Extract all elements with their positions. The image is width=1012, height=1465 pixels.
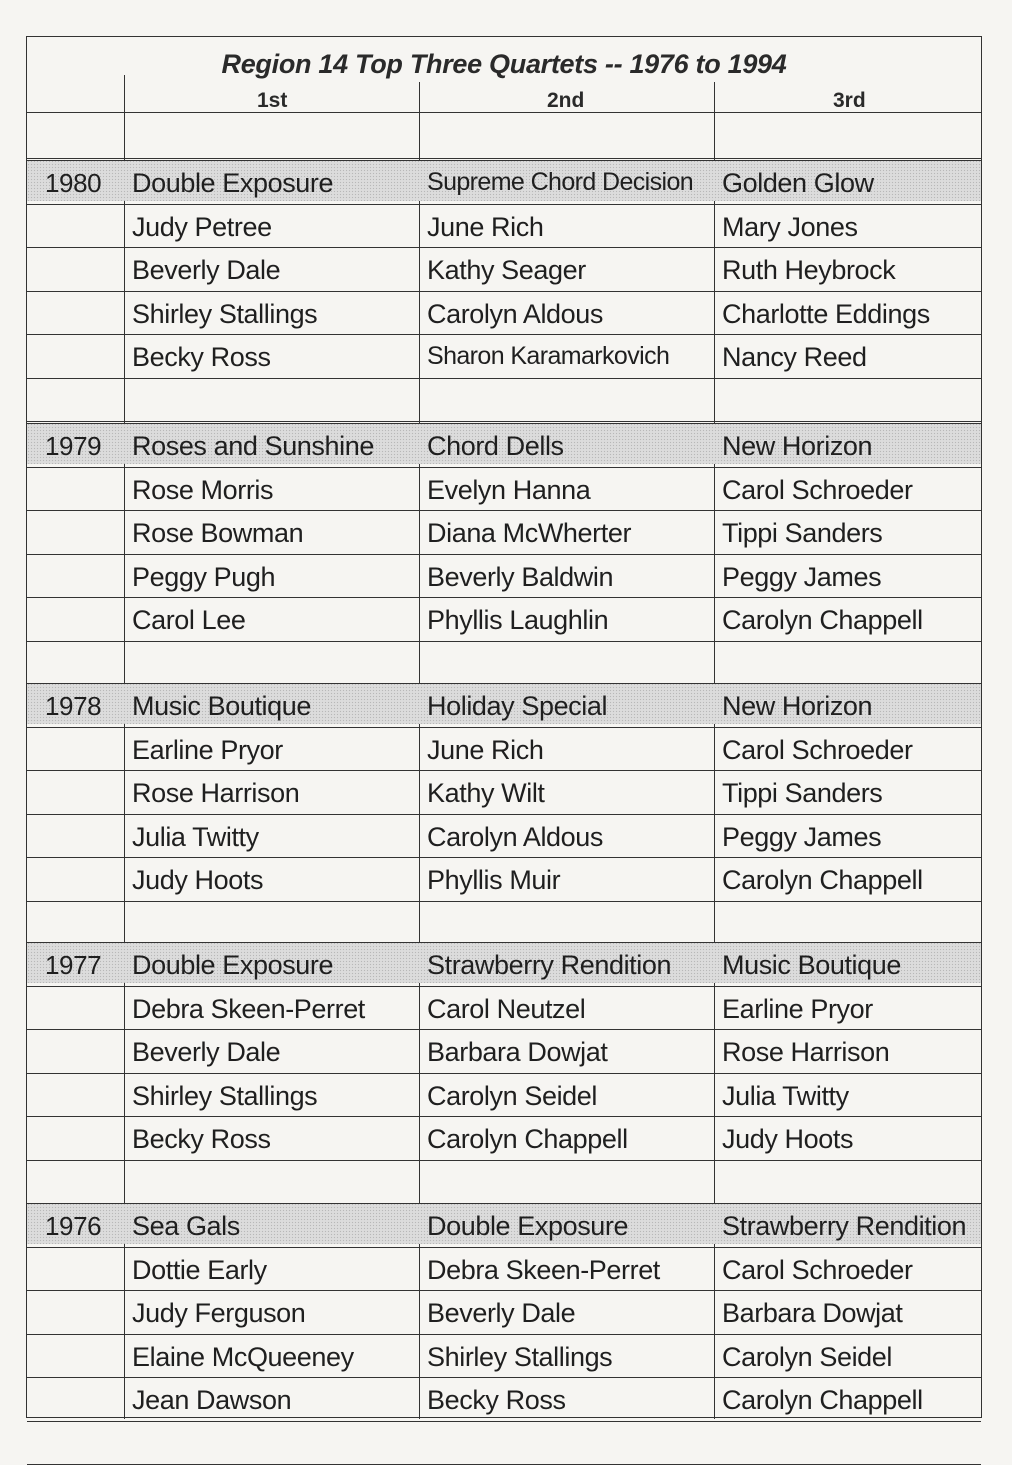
quartet-name: Music Boutique xyxy=(132,691,311,721)
quartet-name: Music Boutique xyxy=(722,950,901,980)
member-name: Charlotte Eddings xyxy=(722,299,930,329)
member-name: Judy Ferguson xyxy=(132,1298,306,1328)
member-name: Carolyn Chappell xyxy=(722,1385,923,1415)
member-name: Kathy Seager xyxy=(427,255,586,285)
member-name: Shirley Stallings xyxy=(132,1081,318,1111)
member-name: Carolyn Seidel xyxy=(427,1081,597,1111)
member-name: Dottie Early xyxy=(132,1255,267,1285)
row-divider xyxy=(27,814,981,815)
row-divider xyxy=(27,986,981,987)
member-name: Debra Skeen-Perret xyxy=(132,994,365,1024)
member-name: Beverly Baldwin xyxy=(427,562,614,592)
member-name: Earline Pryor xyxy=(722,994,873,1024)
member-name: Elaine McQueeney xyxy=(132,1342,354,1372)
member-name: Judy Petree xyxy=(132,212,272,242)
member-name: Beverly Dale xyxy=(132,1037,281,1067)
column-header-3rd: 3rd xyxy=(833,89,866,112)
quartet-name: Golden Glow xyxy=(722,168,874,198)
quartet-name: Supreme Chord Decision xyxy=(427,168,694,196)
year-label: 1978 xyxy=(45,691,102,721)
member-name: Judy Hoots xyxy=(132,865,264,895)
row-divider xyxy=(27,1334,981,1335)
row-divider xyxy=(27,158,981,159)
row-divider xyxy=(27,942,981,943)
member-name: Nancy Reed xyxy=(722,342,867,372)
member-name: Rose Morris xyxy=(132,475,274,505)
member-name: Carolyn Chappell xyxy=(722,865,923,895)
quartet-name: Double Exposure xyxy=(427,1211,629,1241)
row-divider xyxy=(27,378,981,379)
page-title: Region 14 Top Three Quartets -- 1976 to 1994 xyxy=(221,49,787,79)
row-divider xyxy=(27,204,981,205)
member-name: Barbara Dowjat xyxy=(427,1037,608,1067)
row-divider xyxy=(27,334,981,335)
quartet-name: Double Exposure xyxy=(132,950,334,980)
member-name: Shirley Stallings xyxy=(132,299,318,329)
row-divider xyxy=(27,727,981,728)
member-name: Sharon Karamarkovich xyxy=(427,342,670,370)
member-name: June Rich xyxy=(427,212,544,242)
row-divider xyxy=(27,112,981,113)
member-name: Peggy James xyxy=(722,562,882,592)
quartet-name: Strawberry Rendition xyxy=(722,1211,967,1241)
quartet-name: Holiday Special xyxy=(427,691,608,721)
quartet-table xyxy=(26,36,982,1418)
member-name: Carol Schroeder xyxy=(722,735,913,765)
member-name: Carolyn Aldous xyxy=(427,822,604,852)
row-divider xyxy=(27,901,981,902)
member-name: Shirley Stallings xyxy=(427,1342,613,1372)
member-name: Carol Schroeder xyxy=(722,475,913,505)
quartet-name: Sea Gals xyxy=(132,1211,240,1241)
row-divider xyxy=(27,291,981,292)
member-name: Carol Schroeder xyxy=(722,1255,913,1285)
member-name: Tippi Sanders xyxy=(722,518,883,548)
member-name: Tippi Sanders xyxy=(722,778,883,808)
member-name: Rose Harrison xyxy=(132,778,300,808)
member-name: Julia Twitty xyxy=(722,1081,849,1111)
row-divider xyxy=(27,421,981,422)
column-header-1st: 1st xyxy=(257,89,288,112)
member-name: Jean Dawson xyxy=(132,1385,292,1415)
member-name: Evelyn Hanna xyxy=(427,475,591,505)
member-name: Phyllis Muir xyxy=(427,865,561,895)
member-name: Beverly Dale xyxy=(427,1298,576,1328)
member-name: Barbara Dowjat xyxy=(722,1298,903,1328)
member-name: Carolyn Chappell xyxy=(722,605,923,635)
row-divider xyxy=(27,1377,981,1378)
row-divider xyxy=(27,554,981,555)
row-divider xyxy=(27,510,981,511)
member-name: Carolyn Aldous xyxy=(427,299,604,329)
member-name: Kathy Wilt xyxy=(427,778,545,808)
quartet-name: Strawberry Rendition xyxy=(427,950,672,980)
row-divider xyxy=(27,770,981,771)
row-divider xyxy=(27,641,981,642)
member-name: Earline Pryor xyxy=(132,735,283,765)
year-label: 1979 xyxy=(45,431,102,461)
member-name: Debra Skeen-Perret xyxy=(427,1255,660,1285)
year-label: 1977 xyxy=(45,950,102,980)
member-name: Becky Ross xyxy=(427,1385,566,1415)
row-divider xyxy=(27,1203,981,1204)
row-divider xyxy=(27,160,981,161)
member-name: Mary Jones xyxy=(722,212,858,242)
row-divider xyxy=(27,467,981,468)
row-divider xyxy=(27,1247,981,1248)
member-name: Julia Twitty xyxy=(132,822,259,852)
member-name: Carolyn Chappell xyxy=(427,1124,628,1154)
member-name: Beverly Dale xyxy=(132,255,281,285)
member-name: Carol Lee xyxy=(132,605,246,635)
member-name: Peggy Pugh xyxy=(132,562,276,592)
member-name: Carolyn Seidel xyxy=(722,1342,892,1372)
year-label: 1980 xyxy=(45,168,102,198)
member-name: Judy Hoots xyxy=(722,1124,854,1154)
quartet-name: New Horizon xyxy=(722,691,873,721)
member-name: Diana McWherter xyxy=(427,518,632,548)
quartet-name: New Horizon xyxy=(722,431,873,461)
row-divider xyxy=(27,597,981,598)
row-divider xyxy=(27,1290,981,1291)
member-name: Peggy James xyxy=(722,822,882,852)
row-divider xyxy=(27,1116,981,1117)
member-name: June Rich xyxy=(427,735,544,765)
row-divider xyxy=(27,1029,981,1030)
member-name: Ruth Heybrock xyxy=(722,255,896,285)
row-divider xyxy=(27,1421,981,1422)
member-name: Carol Neutzel xyxy=(427,994,586,1024)
member-name: Phyllis Laughlin xyxy=(427,605,609,635)
member-name: Becky Ross xyxy=(132,1124,271,1154)
quartet-name: Chord Dells xyxy=(427,431,564,461)
row-divider xyxy=(27,1160,981,1161)
row-divider xyxy=(27,857,981,858)
member-name: Rose Bowman xyxy=(132,518,304,548)
column-header-2nd: 2nd xyxy=(547,89,585,112)
row-divider xyxy=(27,683,981,684)
year-label: 1976 xyxy=(45,1211,102,1241)
quartet-name: Roses and Sunshine xyxy=(132,431,374,461)
row-divider xyxy=(27,1073,981,1074)
quartet-name: Double Exposure xyxy=(132,168,334,198)
row-divider xyxy=(27,423,981,424)
member-name: Rose Harrison xyxy=(722,1037,890,1067)
member-name: Becky Ross xyxy=(132,342,271,372)
row-divider xyxy=(27,247,981,248)
